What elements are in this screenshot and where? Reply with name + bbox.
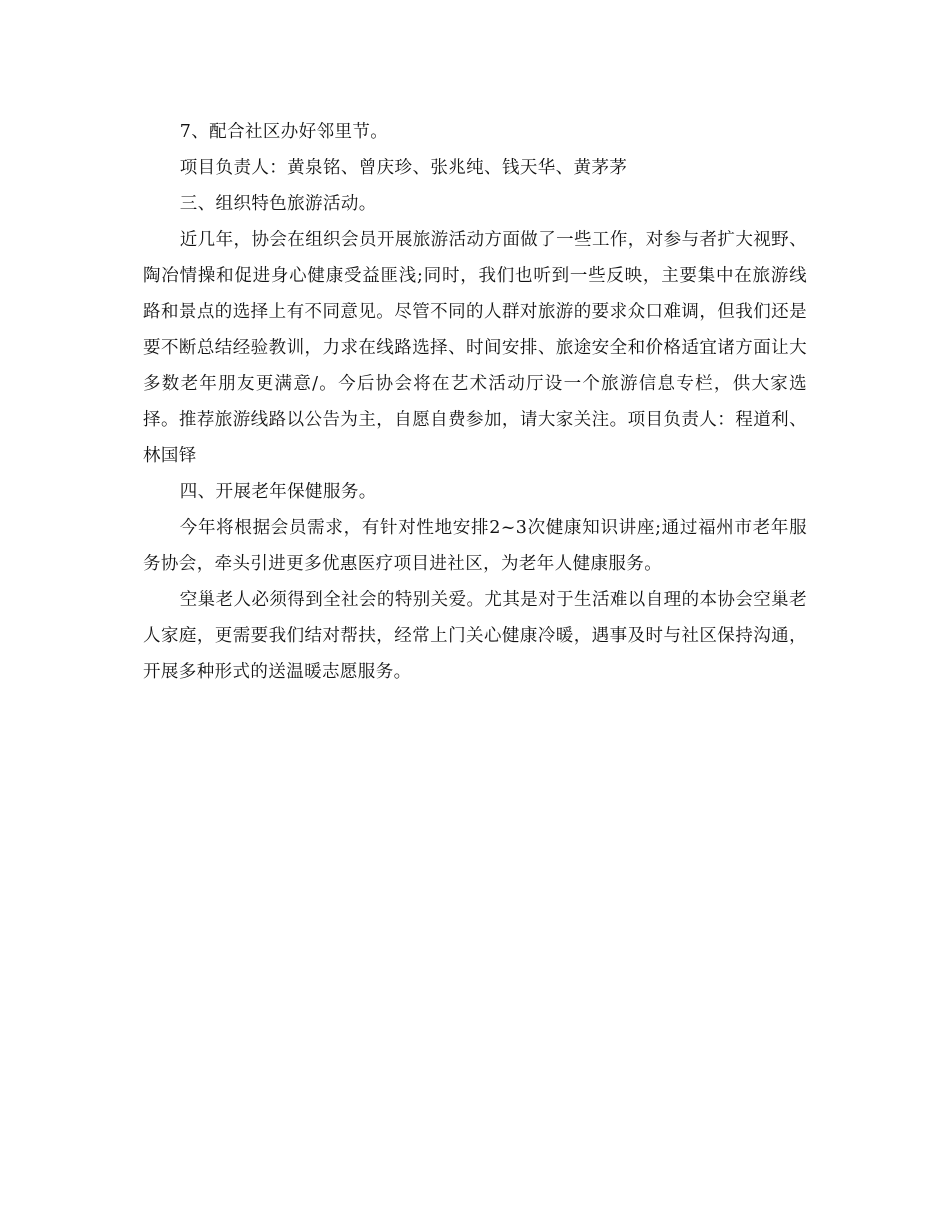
section-heading-travel: 三、组织特色旅游活动。 [179, 194, 377, 214]
document-body [143, 114, 807, 690]
paragraph-health-lectures: 今年将根据会员需求，有针对性地安排2~3次健康知识讲座;通过福州市老年服务协会，牵头引进更多优惠医疗项目进社区，为老年人健康服务。 [143, 518, 807, 574]
paragraph-neighborhood-festival: 7、配合社区办好邻里节。 [179, 122, 389, 142]
paragraph-travel-activities: 近几年，协会在组织会员开展旅游活动方面做了一些工作，对参与者扩大视野、陶冶情操和促进身心健康受益匪浅;同时，我们也听到一些反映，主要集中在旅游线路和景点的选择上有不同意见。尽管不同的人群对旅游的要求众口难调，但我们还是要不断总结经验教训，力求在线路选择、时间安排、旅途安全和价格适宜诸方面让大多数老年朋友更满意/。今后协会将在艺术活动厅设一个旅游信息专栏，供大家选择。推荐旅游线路以公告为主，自愿自费参加，请大家关注。项目负责人：程道利、林国铎 [143, 230, 807, 466]
paragraph-empty-nest-care: 空巢老人必须得到全社会的特别关爱。尤其是对于生活难以自理的本协会空巢老人家庭，更需要我们结对帮扶，经常上门关心健康冷暖，遇事及时与社区保持沟通，开展多种形式的送温暖志愿服务。 [143, 590, 807, 682]
section-heading-health: 四、开展老年保健服务。 [179, 482, 377, 502]
paragraph-project-leaders-1: 项目负责人：黄泉铭、曾庆珍、张兆纯、钱天华、黄茅茅 [179, 158, 628, 178]
